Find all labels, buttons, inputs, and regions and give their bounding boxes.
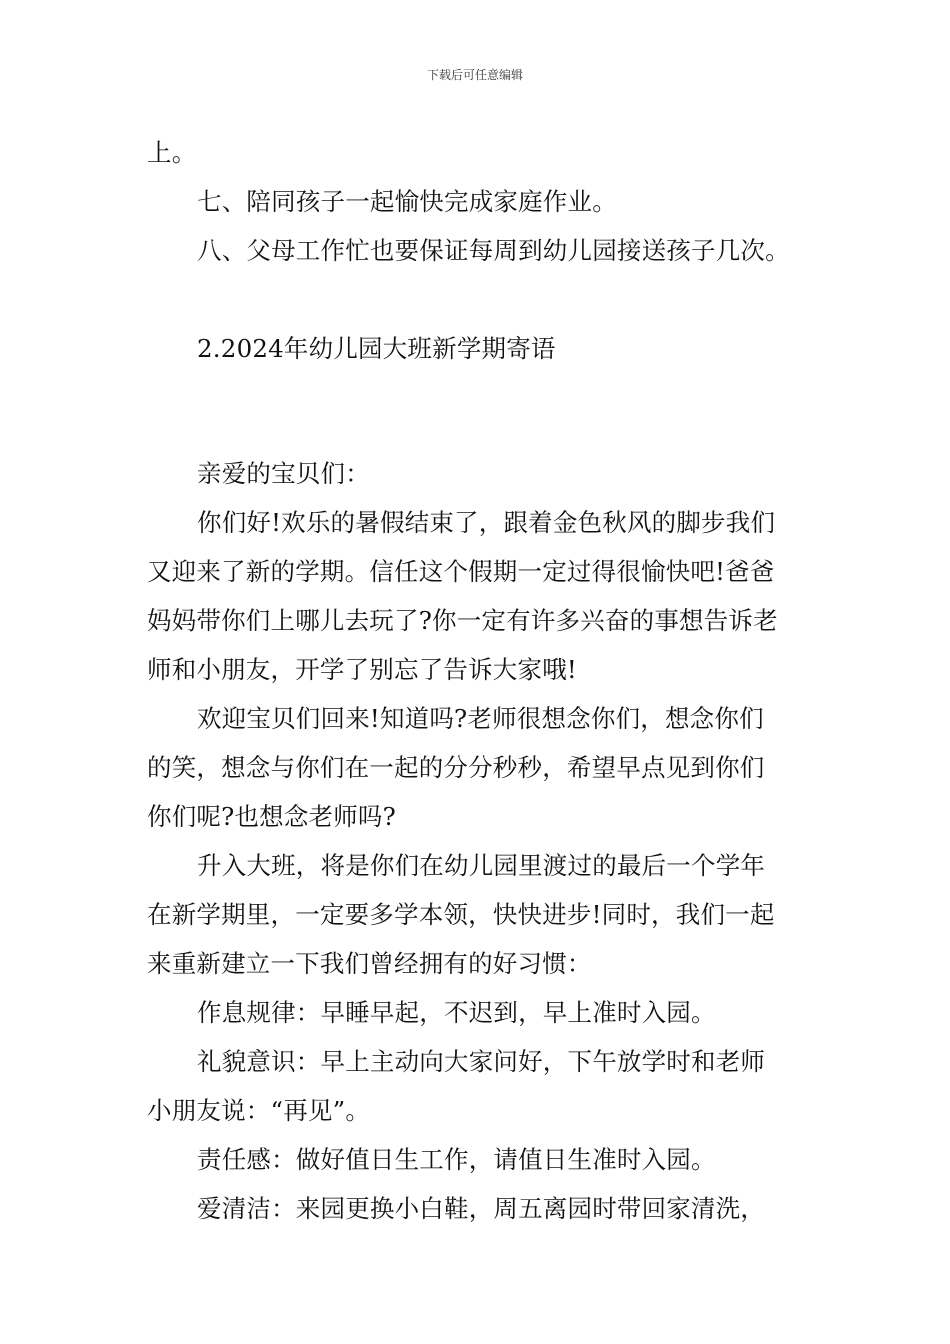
paragraph-line: 在新学期里，一定要多学本领，快快进步!同时，我们一起 [147,900,775,929]
habit-item: 责任感：做好值日生工作，请值日生准时入园。 [197,1145,716,1174]
paragraph-line: 你们呢?也想念老师吗? [147,802,396,831]
paragraph-line: 师和小朋友，开学了别忘了告诉大家哦! [147,655,577,684]
section-title: 2.2024年幼儿园大班新学期寄语 [197,334,556,363]
paragraph-line: 妈妈带你们上哪儿去玩了?你一定有许多兴奋的事想告诉老 [147,606,778,635]
paragraph-line: 你们好!欢乐的暑假结束了，跟着金色秋风的脚步我们 [197,508,776,537]
document-body [147,128,807,1233]
greeting: 亲爱的宝贝们： [197,459,370,488]
paragraph-line: 的笑，想念与你们在一起的分分秒秒，希望早点见到你们 [147,753,765,782]
paragraph-line: 升入大班，将是你们在幼儿园里渡过的最后一个学年 [197,851,766,880]
paragraph-line: 来重新建立一下我们曾经拥有的好习惯： [147,949,592,978]
header-note: 下载后可任意编辑 [426,68,523,82]
habit-item-continued: 小朋友说：“再见”。 [147,1096,371,1125]
paragraph-line: 上。 [147,138,197,167]
habit-item: 爱清洁：来园更换小白鞋，周五离园时带回家清洗， [197,1194,766,1223]
spacer [147,275,807,324]
habit-item: 礼貌意识：早上主动向大家问好，下午放学时和老师 [197,1047,766,1076]
list-item-eight: 八、父母工作忙也要保证每周到幼儿园接送孩子几次。 [197,236,790,265]
spacer [147,373,807,422]
habit-item: 作息规律：早睡早起，不迟到，早上准时入园。 [197,998,716,1027]
paragraph-line: 又迎来了新的学期。信任这个假期一定过得很愉快吧!爸爸 [147,557,775,586]
paragraph-line: 欢迎宝贝们回来!知道吗?老师很想念你们，想念你们 [197,704,764,733]
spacer [147,422,807,449]
list-item-seven: 七、陪同孩子一起愉快完成家庭作业。 [197,187,617,216]
